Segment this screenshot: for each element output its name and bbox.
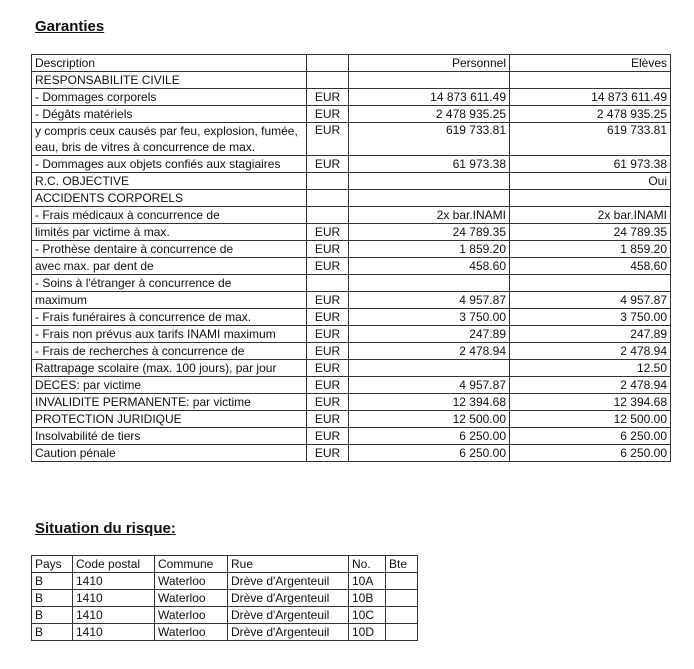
row-eleves-value: 2 478 935.25 — [510, 106, 671, 123]
table-row — [32, 123, 671, 156]
row-eleves-value — [510, 190, 671, 207]
row-code-postal: 1410 — [73, 573, 155, 590]
table-row — [32, 292, 671, 309]
table-header-row — [32, 556, 418, 573]
row-unit: EUR — [307, 394, 349, 411]
row-pays: B — [32, 624, 73, 641]
row-pays: B — [32, 607, 73, 624]
row-commune: Waterloo — [155, 573, 228, 590]
row-description: INVALIDITE PERMANENTE: par victime — [32, 394, 307, 411]
row-personnel-value: 6 250.00 — [349, 428, 510, 445]
row-personnel-value: 12 500.00 — [349, 411, 510, 428]
row-eleves-value: 14 873 611.49 — [510, 89, 671, 106]
guarantees-table — [31, 54, 671, 462]
row-personnel-value: 619 733.81 — [349, 123, 510, 156]
row-no: 10C — [349, 607, 386, 624]
row-bte — [386, 590, 418, 607]
row-description: y compris ceux causés par feu, explosion, fumée, eau, bris de vitres à concurrence de max. — [32, 123, 307, 156]
row-description: PROTECTION JURIDIQUE — [32, 411, 307, 428]
garanties-title: Garanties — [35, 18, 105, 35]
row-eleves-value: Oui — [510, 173, 671, 190]
header-unit — [307, 55, 349, 72]
table-row — [32, 173, 671, 190]
row-unit: EUR — [307, 360, 349, 377]
table-row — [32, 275, 671, 292]
row-personnel-value: 24 789.35 — [349, 224, 510, 241]
row-description: - Soins à l'étranger à concurrence de — [32, 275, 307, 292]
row-unit: EUR — [307, 428, 349, 445]
row-pays: B — [32, 573, 73, 590]
table-row — [32, 258, 671, 275]
row-eleves-value: 619 733.81 — [510, 123, 671, 156]
row-unit: EUR — [307, 89, 349, 106]
row-eleves-value: 2 478.94 — [510, 377, 671, 394]
row-bte — [386, 624, 418, 641]
row-commune: Waterloo — [155, 607, 228, 624]
row-description: Rattrapage scolaire (max. 100 jours), par jour — [32, 360, 307, 377]
table-row — [32, 573, 418, 590]
row-unit: EUR — [307, 377, 349, 394]
row-personnel-value: 2 478 935.25 — [349, 106, 510, 123]
table-row — [32, 343, 671, 360]
table-row — [32, 394, 671, 411]
table-row — [32, 411, 671, 428]
row-eleves-value — [510, 72, 671, 89]
header-commune: Commune — [155, 556, 228, 573]
row-unit — [307, 173, 349, 190]
row-unit: EUR — [307, 445, 349, 462]
row-unit: EUR — [307, 106, 349, 123]
table-row — [32, 360, 671, 377]
row-description: ACCIDENTS CORPORELS — [32, 190, 307, 207]
header-no: No. — [349, 556, 386, 573]
row-bte — [386, 573, 418, 590]
row-description: - Prothèse dentaire à concurrence de — [32, 241, 307, 258]
header-bte: Bte — [386, 556, 418, 573]
table-row — [32, 309, 671, 326]
row-eleves-value: 2 478.94 — [510, 343, 671, 360]
row-eleves-value: 61 973.38 — [510, 156, 671, 173]
header-personnel: Personnel — [349, 55, 510, 72]
row-unit — [307, 190, 349, 207]
row-eleves-value: 4 957.87 — [510, 292, 671, 309]
row-personnel-value: 458.60 — [349, 258, 510, 275]
row-description: - Frais funéraires à concurrence de max. — [32, 309, 307, 326]
row-eleves-value: 458.60 — [510, 258, 671, 275]
header-code-postal: Code postal — [73, 556, 155, 573]
row-rue: Drève d'Argenteuil — [228, 590, 349, 607]
row-unit: EUR — [307, 411, 349, 428]
table-row — [32, 326, 671, 343]
row-personnel-value: 6 250.00 — [349, 445, 510, 462]
row-personnel-value — [349, 360, 510, 377]
table-row — [32, 207, 671, 224]
row-code-postal: 1410 — [73, 590, 155, 607]
table-row — [32, 624, 418, 641]
row-unit — [307, 72, 349, 89]
row-description: maximum — [32, 292, 307, 309]
header-description: Description — [32, 55, 307, 72]
row-personnel-value: 12 394.68 — [349, 394, 510, 411]
row-code-postal: 1410 — [73, 624, 155, 641]
row-description: - Dégâts matériels — [32, 106, 307, 123]
row-personnel-value — [349, 72, 510, 89]
row-unit: EUR — [307, 241, 349, 258]
table-row — [32, 72, 671, 89]
row-personnel-value: 4 957.87 — [349, 377, 510, 394]
table-row — [32, 607, 418, 624]
table-row — [32, 445, 671, 462]
row-rue: Drève d'Argenteuil — [228, 573, 349, 590]
row-personnel-value: 14 873 611.49 — [349, 89, 510, 106]
row-personnel-value: 1 859.20 — [349, 241, 510, 258]
row-unit: EUR — [307, 343, 349, 360]
row-unit: EUR — [307, 224, 349, 241]
row-description: RESPONSABILITE CIVILE — [32, 72, 307, 89]
row-eleves-value — [510, 275, 671, 292]
row-personnel-value: 2x bar.INAMI — [349, 207, 510, 224]
row-eleves-value: 3 750.00 — [510, 309, 671, 326]
table-row — [32, 89, 671, 106]
row-unit: EUR — [307, 309, 349, 326]
row-personnel-value: 4 957.87 — [349, 292, 510, 309]
table-row — [32, 190, 671, 207]
row-description: - Frais de recherches à concurrence de — [32, 343, 307, 360]
row-unit: EUR — [307, 156, 349, 173]
row-description: Insolvabilité de tiers — [32, 428, 307, 445]
row-unit: EUR — [307, 292, 349, 309]
table-header-row — [32, 55, 671, 72]
row-eleves-value: 12 500.00 — [510, 411, 671, 428]
row-commune: Waterloo — [155, 590, 228, 607]
header-pays: Pays — [32, 556, 73, 573]
row-personnel-value — [349, 275, 510, 292]
row-personnel-value: 2 478.94 — [349, 343, 510, 360]
row-no: 10B — [349, 590, 386, 607]
table-row — [32, 224, 671, 241]
row-eleves-value: 247.89 — [510, 326, 671, 343]
row-eleves-value: 6 250.00 — [510, 428, 671, 445]
row-eleves-value: 6 250.00 — [510, 445, 671, 462]
situation-title: Situation du risque: — [35, 520, 176, 537]
table-row — [32, 156, 671, 173]
header-eleves: Elèves — [510, 55, 671, 72]
row-description: Caution pénale — [32, 445, 307, 462]
row-description: - Dommages corporels — [32, 89, 307, 106]
table-row — [32, 106, 671, 123]
row-description: - Frais non prévus aux tarifs INAMI maximum — [32, 326, 307, 343]
row-unit: EUR — [307, 258, 349, 275]
table-row — [32, 428, 671, 445]
row-bte — [386, 607, 418, 624]
row-pays: B — [32, 590, 73, 607]
row-personnel-value: 61 973.38 — [349, 156, 510, 173]
row-personnel-value — [349, 173, 510, 190]
row-description: DECES: par victime — [32, 377, 307, 394]
row-personnel-value: 247.89 — [349, 326, 510, 343]
row-rue: Drève d'Argenteuil — [228, 624, 349, 641]
row-personnel-value — [349, 190, 510, 207]
row-description: limités par victime à max. — [32, 224, 307, 241]
row-description: - Dommages aux objets confiés aux stagiaires — [32, 156, 307, 173]
row-description: avec max. par dent de — [32, 258, 307, 275]
row-no: 10A — [349, 573, 386, 590]
row-eleves-value: 2x bar.INAMI — [510, 207, 671, 224]
row-eleves-value: 12 394.68 — [510, 394, 671, 411]
row-rue: Drève d'Argenteuil — [228, 607, 349, 624]
row-unit: EUR — [307, 123, 349, 156]
row-personnel-value: 3 750.00 — [349, 309, 510, 326]
row-eleves-value: 12.50 — [510, 360, 671, 377]
table-row — [32, 377, 671, 394]
row-description: - Frais médicaux à concurrence de — [32, 207, 307, 224]
row-eleves-value: 1 859.20 — [510, 241, 671, 258]
row-code-postal: 1410 — [73, 607, 155, 624]
row-commune: Waterloo — [155, 624, 228, 641]
row-unit — [307, 207, 349, 224]
risk-location-table — [31, 555, 418, 641]
row-eleves-value: 24 789.35 — [510, 224, 671, 241]
row-unit: EUR — [307, 326, 349, 343]
row-no: 10D — [349, 624, 386, 641]
row-description: R.C. OBJECTIVE — [32, 173, 307, 190]
header-rue: Rue — [228, 556, 349, 573]
row-unit — [307, 275, 349, 292]
table-row — [32, 241, 671, 258]
table-row — [32, 590, 418, 607]
